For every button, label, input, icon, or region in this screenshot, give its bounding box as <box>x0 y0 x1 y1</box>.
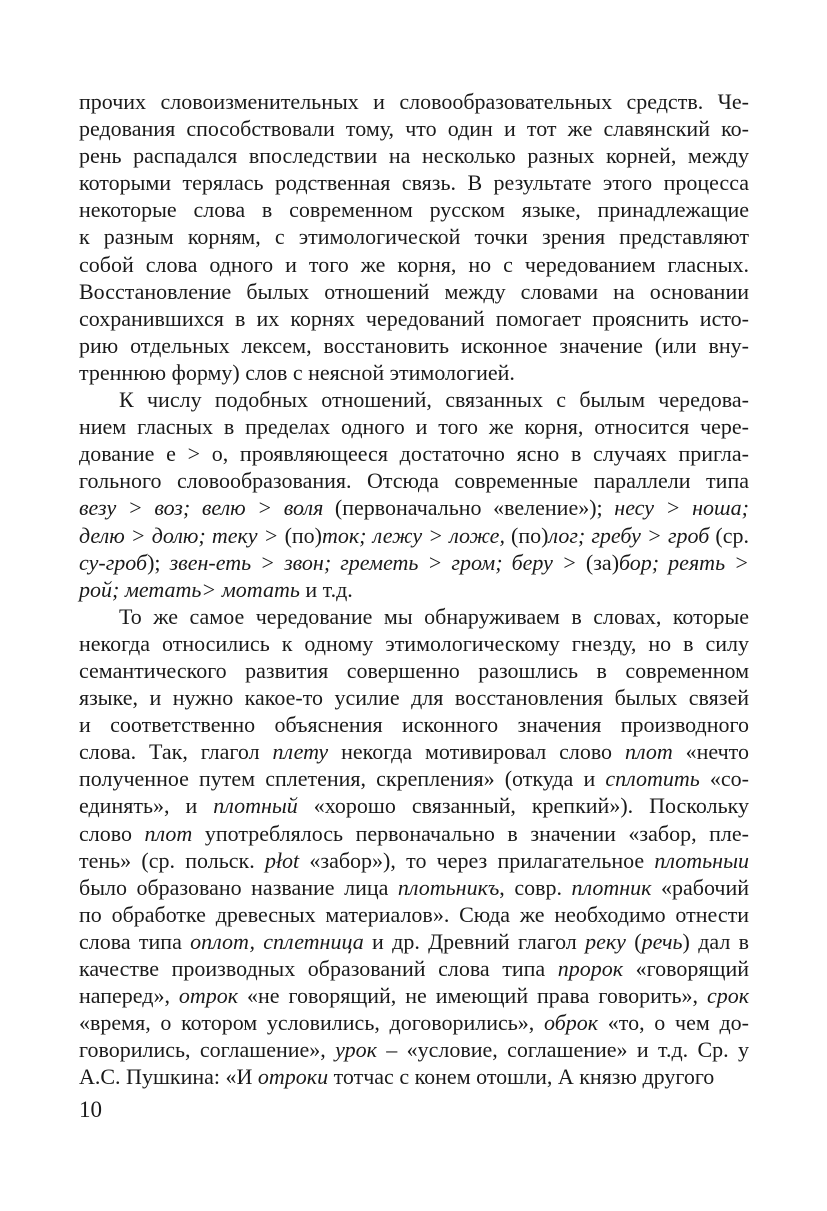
italic-word: płot <box>264 847 300 873</box>
text-line <box>79 603 749 630</box>
text-line <box>79 1036 749 1063</box>
text-span: было образовано название лица <box>79 874 398 900</box>
text-span: ); <box>147 549 170 575</box>
text-span: единять», и <box>79 793 214 819</box>
text-line <box>79 467 749 494</box>
italic-word: су-гроб <box>79 549 148 575</box>
text-span: (первоначально «веление»); <box>323 495 615 521</box>
text-line <box>79 359 749 386</box>
text-span: наперед», <box>79 983 179 1009</box>
text-line <box>79 1009 749 1036</box>
text-span: «со- <box>699 766 750 792</box>
text-span: , совр. <box>499 874 572 900</box>
italic-word: звен-еть > звон; греметь > гром; беру > <box>169 549 586 575</box>
text-span: говорились, соглашение», <box>79 1037 336 1063</box>
text-line <box>79 440 749 467</box>
text-span: рень распадался впоследствии на несколько разных корней, между <box>79 143 749 169</box>
text-span: ( <box>625 928 642 954</box>
text-span: редования способствовали тому, что один и тот же славянский ко- <box>79 116 749 142</box>
text-line <box>79 657 749 684</box>
text-line <box>79 251 749 278</box>
text-span: гольного словообразования. Отсюда современные параллели типа <box>79 468 749 494</box>
text-span: и т.д. <box>299 576 353 602</box>
text-span: «не говорящий, не имеющий права говорить», <box>238 983 707 1009</box>
text-span: (по) <box>284 522 322 548</box>
text-span: (по) <box>511 522 549 548</box>
text-line <box>79 792 749 819</box>
text-span: семантического развития совершенно разошлись в современном <box>79 657 749 683</box>
italic-word: плотьникъ <box>397 874 500 900</box>
text-line <box>79 88 749 115</box>
text-span: (ср. <box>709 522 749 548</box>
text-span: некогда мотивировал слово <box>328 739 625 765</box>
italic-word: делю > долю; теку > <box>79 522 285 548</box>
italic-word: оплот, сплетница <box>190 928 364 954</box>
italic-word: плотный <box>213 793 298 819</box>
text-span: «говорящий <box>623 956 750 981</box>
text-line <box>79 982 749 1009</box>
italic-word: отрок <box>178 983 239 1009</box>
text-span: – «условие, соглашение» и т.д. Ср. у <box>376 1037 750 1063</box>
text-span: тотчас с конем отошли, А князю другого <box>328 1064 715 1090</box>
text-line <box>79 305 749 332</box>
italic-word: сплотить <box>605 766 700 792</box>
text-span: рию отдельных лексем, восстановить исконное значение (или вну- <box>79 332 749 358</box>
italic-word: речь <box>641 928 683 954</box>
body-text <box>79 88 749 1090</box>
text-line <box>79 278 749 305</box>
text-span: К числу подобных отношений, связанных с былым чередова- <box>119 387 749 413</box>
text-span: слова типа <box>79 928 191 954</box>
italic-word: рой; метать> мотать <box>79 576 300 602</box>
text-span: некоторые слова в современном русском языке, принадлежащие <box>79 197 749 223</box>
text-line <box>79 576 749 603</box>
text-line <box>79 1063 749 1090</box>
text-line <box>79 684 749 711</box>
italic-word: ток; лежу > ложе, <box>322 522 512 548</box>
text-span: То же самое чередование мы обнаруживаем в словах, которые <box>119 603 749 629</box>
text-span: А.С. Пушкина: «И <box>79 1064 258 1090</box>
text-span: нием гласных в пределах одного и того же корня, относится чере- <box>79 414 749 440</box>
text-span: собой слова одного и того же корня, но с чередованием гласных. <box>79 251 749 277</box>
text-span: дование е > о, проявляющееся достаточно ясно в случаях пригла- <box>79 441 749 467</box>
text-line <box>79 169 749 196</box>
italic-word: плотьныи <box>654 847 749 873</box>
text-line <box>79 711 749 738</box>
text-span: и др. Древний глагол <box>363 928 586 954</box>
text-span: тень» (ср. польск. <box>79 847 265 873</box>
text-span: треннюю форму) слов с неясной этимологией. <box>79 359 515 385</box>
text-span: к разным корням, с этимологической точки зрения представляют <box>79 224 749 250</box>
page-number: 10 <box>79 1097 102 1122</box>
text-line <box>79 386 749 413</box>
text-span: слова. Так, глагол <box>79 739 273 765</box>
text-line <box>79 847 749 874</box>
italic-word: плету <box>272 739 329 765</box>
text-span: ) дал в <box>682 928 750 954</box>
text-span: употреблялось первоначально в значении «забор, пле- <box>192 820 749 846</box>
text-span: которыми терялась родственная связь. В результате этого процесса <box>79 170 749 196</box>
italic-word: несу > ноша; <box>614 495 749 521</box>
text-span: «то, о чем до- <box>598 1010 749 1036</box>
italic-word: везу > воз; велю > воля <box>79 495 324 521</box>
text-line <box>79 196 749 223</box>
text-line <box>79 494 749 521</box>
text-line <box>79 874 749 901</box>
italic-word: пророк <box>557 956 624 981</box>
italic-word: лог; гребу > гроб <box>548 522 710 548</box>
text-span: «время, о котором условились, договорились», <box>79 1010 544 1036</box>
text-line <box>79 901 749 928</box>
italic-word: отроки <box>257 1064 329 1090</box>
text-line <box>79 142 749 169</box>
text-span: некогда относились к одному этимологическому гнезду, но в силу <box>79 630 749 656</box>
italic-word: бор; реять > <box>619 549 749 575</box>
italic-word: реку <box>585 928 626 954</box>
text-span: полученное путем сплетения, скрепления» (откуда и <box>79 766 606 792</box>
italic-word: плот <box>144 820 193 846</box>
italic-word: оброк <box>544 1010 599 1036</box>
text-line <box>79 223 749 250</box>
text-line <box>79 332 749 359</box>
text-line <box>79 820 749 847</box>
text-span: прочих словоизменительных и словообразовательных средств. Че- <box>79 89 749 114</box>
text-span: и соответственно объяснения исконного значения производного <box>79 712 749 738</box>
italic-word: урок <box>335 1037 377 1063</box>
text-span: «нечто <box>672 739 749 765</box>
text-line <box>79 115 749 142</box>
text-span: (за) <box>585 549 620 575</box>
text-span: языке, и нужно какое-то усилие для восстановления былых связей <box>79 685 749 711</box>
text-line <box>79 765 749 792</box>
text-span: «хорошо связанный, крепкий»). Поскольку <box>297 793 749 819</box>
text-span: Восстановление былых отношений между словами на основании <box>79 278 749 304</box>
text-line <box>79 928 749 955</box>
text-line <box>79 549 749 576</box>
italic-word: плот <box>624 739 673 765</box>
text-span: слово <box>79 820 145 846</box>
italic-word: плотник <box>571 874 652 900</box>
italic-word: срок <box>706 983 749 1009</box>
text-line <box>79 955 749 982</box>
text-line <box>79 413 749 440</box>
text-span: сохранившихся в их корнях чередований помогает прояснить исто- <box>79 305 749 331</box>
text-line <box>79 630 749 657</box>
text-span: качестве производных образований слова типа <box>79 956 558 981</box>
text-line <box>79 522 749 549</box>
text-line <box>79 738 749 765</box>
text-span: «рабочий <box>651 874 749 900</box>
text-span: «забор»), то через прилагательное <box>299 847 655 873</box>
text-span: по обработке древесных материалов». Сюда же необходимо отнести <box>79 901 749 927</box>
